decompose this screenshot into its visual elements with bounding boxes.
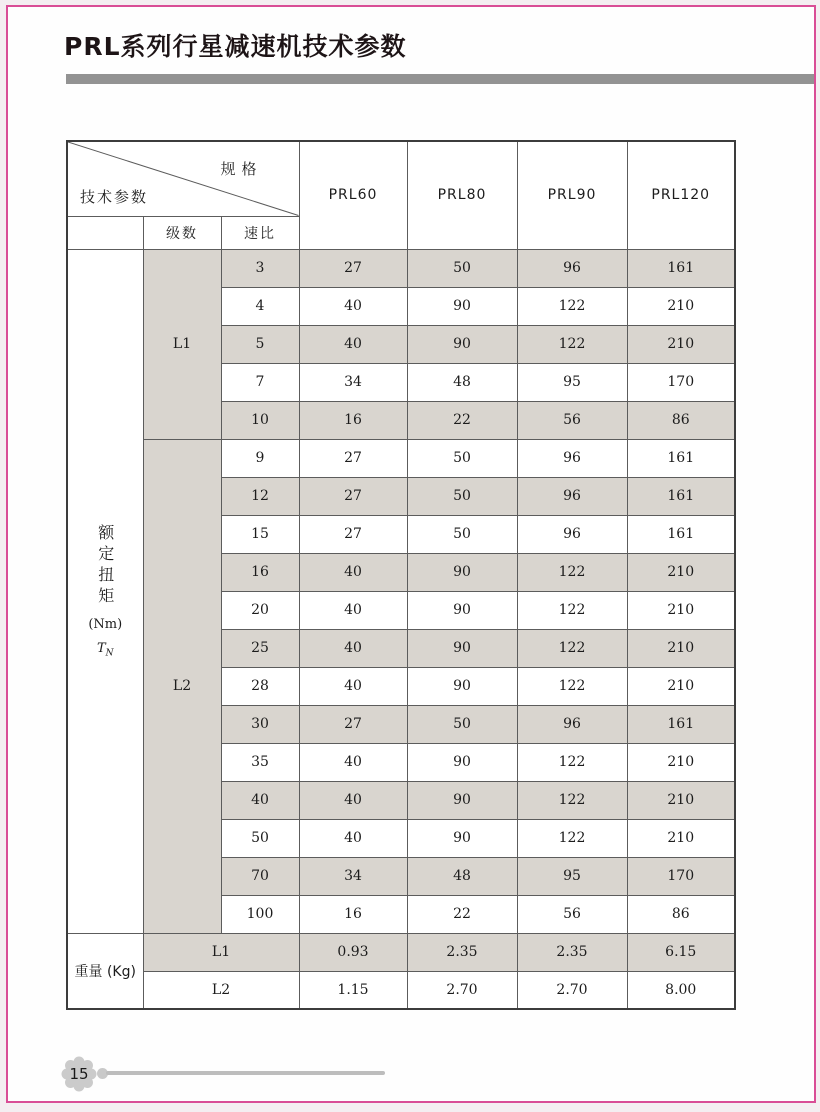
ratio-cell: 30	[221, 705, 299, 743]
ratio-cell: 7	[221, 363, 299, 401]
value-cell: 1.15	[299, 971, 407, 1009]
stage-header: 级数	[143, 216, 221, 249]
value-cell: 95	[517, 363, 627, 401]
corner-cell	[67, 141, 299, 216]
model-header-prl90: PRL90	[517, 141, 627, 249]
value-cell: 210	[627, 591, 735, 629]
value-cell: 210	[627, 781, 735, 819]
value-cell: 2.70	[407, 971, 517, 1009]
value-cell: 161	[627, 515, 735, 553]
value-cell: 122	[517, 743, 627, 781]
ratio-cell: 12	[221, 477, 299, 515]
ratio-cell: 25	[221, 629, 299, 667]
value-cell: 27	[299, 439, 407, 477]
value-cell: 22	[407, 895, 517, 933]
value-cell: 170	[627, 857, 735, 895]
value-cell: 2.35	[517, 933, 627, 971]
value-cell: 0.93	[299, 933, 407, 971]
weight-stage-cell: L2	[143, 971, 299, 1009]
value-cell: 50	[407, 515, 517, 553]
value-cell: 34	[299, 857, 407, 895]
value-cell: 170	[627, 363, 735, 401]
value-cell: 210	[627, 743, 735, 781]
ratio-header: 速比	[221, 216, 299, 249]
weight-label-cell: 重量 (Kg)	[67, 933, 143, 1009]
value-cell: 40	[299, 781, 407, 819]
value-cell: 16	[299, 895, 407, 933]
weight-row	[67, 933, 735, 971]
value-cell: 16	[299, 401, 407, 439]
value-cell: 210	[627, 325, 735, 363]
value-cell: 161	[627, 705, 735, 743]
ratio-cell: 28	[221, 667, 299, 705]
value-cell: 50	[407, 249, 517, 287]
value-cell: 40	[299, 325, 407, 363]
stage-cell: L2	[143, 439, 221, 933]
ratio-cell: 9	[221, 439, 299, 477]
value-cell: 210	[627, 667, 735, 705]
value-cell: 90	[407, 667, 517, 705]
value-cell: 8.00	[627, 971, 735, 1009]
page-number: 15	[69, 1065, 89, 1083]
model-header-prl80: PRL80	[407, 141, 517, 249]
ratio-cell: 20	[221, 591, 299, 629]
value-cell: 40	[299, 591, 407, 629]
value-cell: 56	[517, 401, 627, 439]
value-cell: 27	[299, 249, 407, 287]
value-cell: 40	[299, 287, 407, 325]
value-cell: 40	[299, 553, 407, 591]
value-cell: 96	[517, 705, 627, 743]
value-cell: 86	[627, 895, 735, 933]
torque-label	[68, 524, 143, 659]
value-cell: 161	[627, 477, 735, 515]
value-cell: 95	[517, 857, 627, 895]
value-cell: 122	[517, 667, 627, 705]
value-cell: 2.35	[407, 933, 517, 971]
corner-params-label: 技术参数	[80, 187, 149, 206]
ratio-cell: 100	[221, 895, 299, 933]
ratio-cell: 40	[221, 781, 299, 819]
value-cell: 96	[517, 477, 627, 515]
ratio-cell: 15	[221, 515, 299, 553]
value-cell: 122	[517, 325, 627, 363]
value-cell: 122	[517, 287, 627, 325]
value-cell: 27	[299, 515, 407, 553]
value-cell: 90	[407, 629, 517, 667]
value-cell: 56	[517, 895, 627, 933]
torque-label-unit: (Nm)	[88, 616, 123, 632]
value-cell: 50	[407, 439, 517, 477]
ratio-cell: 4	[221, 287, 299, 325]
torque-label-cjk: 额定扭矩	[95, 523, 115, 608]
value-cell: 210	[627, 553, 735, 591]
title-underline-bar	[66, 74, 814, 84]
ratio-cell: 35	[221, 743, 299, 781]
value-cell: 40	[299, 819, 407, 857]
page	[6, 5, 816, 1103]
ratio-cell: 16	[221, 553, 299, 591]
page-title: PRL系列行星减速机技术参数	[64, 32, 407, 61]
value-cell: 50	[407, 477, 517, 515]
value-cell: 122	[517, 553, 627, 591]
value-cell: 90	[407, 781, 517, 819]
value-cell: 161	[627, 439, 735, 477]
value-cell: 122	[517, 591, 627, 629]
ratio-cell: 70	[221, 857, 299, 895]
value-cell: 40	[299, 743, 407, 781]
value-cell: 27	[299, 477, 407, 515]
model-header-prl120: PRL120	[627, 141, 735, 249]
torque-label-symbol: $T_N$	[96, 640, 114, 659]
ratio-cell: 5	[221, 325, 299, 363]
value-cell: 90	[407, 287, 517, 325]
value-cell: 27	[299, 705, 407, 743]
value-cell: 122	[517, 629, 627, 667]
value-cell: 48	[407, 857, 517, 895]
ratio-cell: 10	[221, 401, 299, 439]
header-row-models	[67, 141, 735, 216]
weight-row	[67, 971, 735, 1009]
value-cell: 50	[407, 705, 517, 743]
ratio-cell: 50	[221, 819, 299, 857]
value-cell: 48	[407, 363, 517, 401]
value-cell: 122	[517, 819, 627, 857]
table-row	[67, 249, 735, 287]
value-cell: 90	[407, 553, 517, 591]
value-cell: 90	[407, 819, 517, 857]
value-cell: 34	[299, 363, 407, 401]
table-body	[67, 249, 735, 1009]
model-header-prl60: PRL60	[299, 141, 407, 249]
value-cell: 96	[517, 249, 627, 287]
value-cell: 40	[299, 629, 407, 667]
value-cell: 210	[627, 819, 735, 857]
table-row	[67, 439, 735, 477]
value-cell: 122	[517, 781, 627, 819]
value-cell: 210	[627, 629, 735, 667]
empty-header-cell	[67, 216, 143, 249]
value-cell: 6.15	[627, 933, 735, 971]
ratio-cell: 3	[221, 249, 299, 287]
weight-stage-cell: L1	[143, 933, 299, 971]
value-cell: 210	[627, 287, 735, 325]
value-cell: 90	[407, 325, 517, 363]
value-cell: 90	[407, 743, 517, 781]
value-cell: 86	[627, 401, 735, 439]
stage-cell: L1	[143, 249, 221, 439]
value-cell: 96	[517, 439, 627, 477]
value-cell: 22	[407, 401, 517, 439]
torque-label-cell	[67, 249, 143, 933]
value-cell: 2.70	[517, 971, 627, 1009]
footer-rule-line	[106, 1071, 385, 1075]
page-number-badge	[60, 1055, 98, 1093]
value-cell: 161	[627, 249, 735, 287]
value-cell: 96	[517, 515, 627, 553]
spec-table	[66, 140, 736, 1010]
value-cell: 90	[407, 591, 517, 629]
value-cell: 40	[299, 667, 407, 705]
corner-spec-label: 规格	[220, 160, 263, 178]
